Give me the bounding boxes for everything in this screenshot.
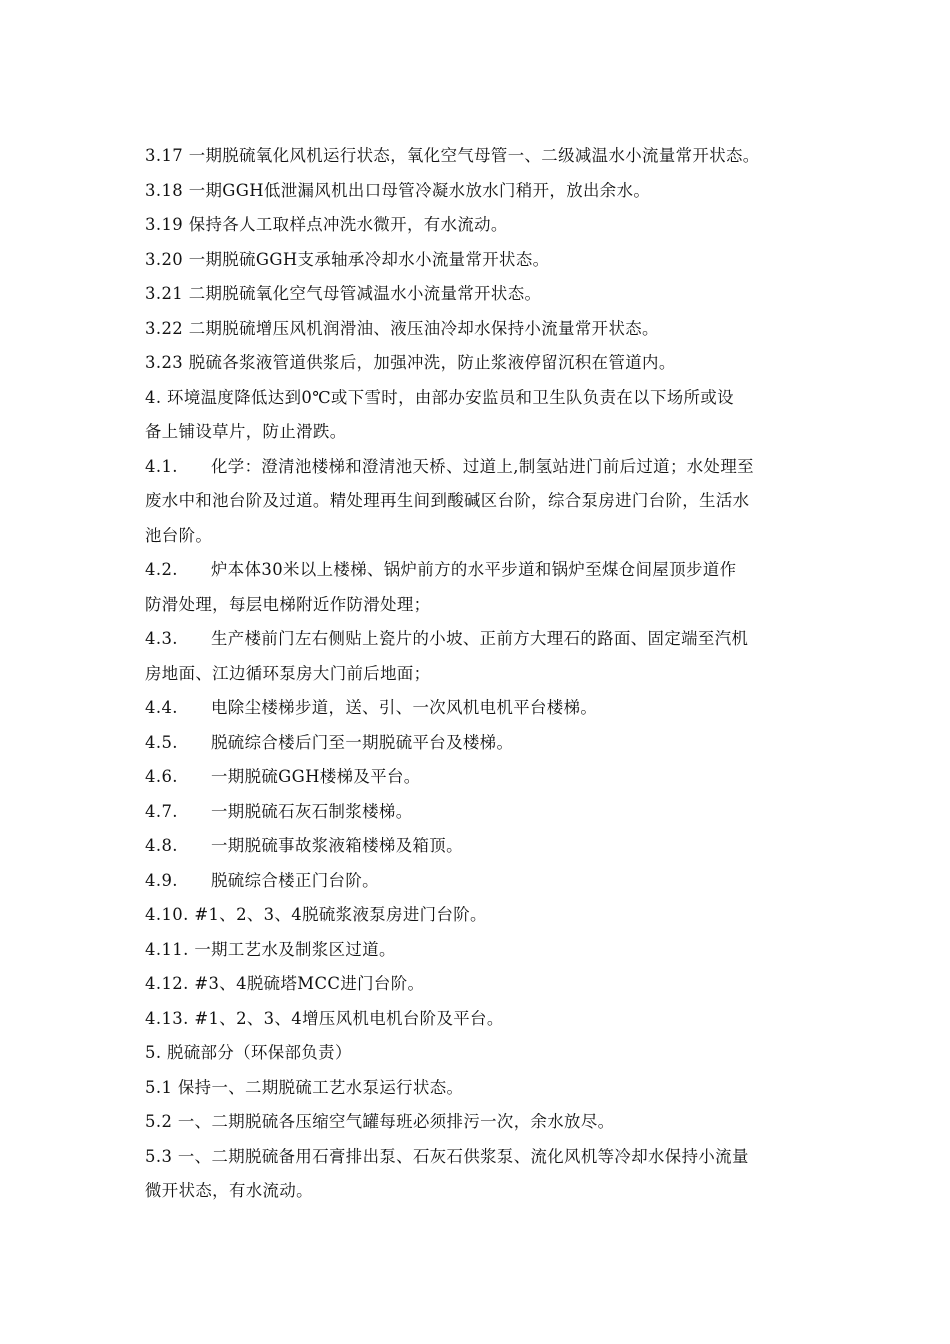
item-text: 电除尘楼梯步道，送、引、一次风机电机平台楼梯。 <box>211 698 598 717</box>
section-heading-5: 5. 脱硫部分（环保部负责） <box>145 1043 352 1062</box>
list-item-4-7 <box>145 795 827 830</box>
paragraph-line: 微开状态，有水流动。 <box>145 1181 313 1200</box>
item-number: 4.7. <box>145 801 178 821</box>
item-number: 4.1. <box>145 456 178 476</box>
list-item-5-3: 5.3 一、二期脱硫备用石膏排出泵、石灰石供浆泵、流化风机等冷却水保持小流量 <box>145 1146 749 1166</box>
item-text: 一期脱硫GGH楼梯及平台。 <box>211 767 421 786</box>
paragraph-line: 池台阶。 <box>145 525 213 545</box>
paragraph-line: 3.22 二期脱硫增压风机润滑油、液压油冷却水保持小流量常开状态。 <box>145 318 659 338</box>
item-number: 4.5. <box>145 732 178 752</box>
list-item-4-6 <box>145 760 827 795</box>
list-item-4-1 <box>145 450 827 485</box>
list-item-5-1: 5.1 保持一、二期脱硫工艺水泵运行状态。 <box>145 1077 464 1097</box>
list-item-4-11: 4.11. 一期工艺水及制浆区过道。 <box>145 939 396 959</box>
paragraph-line: 3.21 二期脱硫氧化空气母管减温水小流量常开状态。 <box>145 284 542 303</box>
item-text: 炉本体30米以上楼梯、锅炉前方的水平步道和锅炉至煤仓间屋顶步道作 <box>211 560 737 579</box>
list-item-4-2 <box>145 553 827 588</box>
paragraph-line: 3.17 一期脱硫氧化风机运行状态，氧化空气母管一、二级减温水小流量常开状态。 <box>145 146 760 165</box>
paragraph-line: 3.23 脱硫各浆液管道供浆后，加强冲洗，防止浆液停留沉积在管道内。 <box>145 353 676 372</box>
section-heading-4: 4. 环境温度降低达到0℃或下雪时，由部办安监员和卫生队负责在以下场所或设 <box>145 387 734 407</box>
item-number: 4.4. <box>145 698 178 717</box>
document-body <box>145 139 827 1209</box>
list-item-4-9 <box>145 864 827 899</box>
paragraph-line: 3.19 保持各人工取样点冲洗水微开，有水流动。 <box>145 215 508 234</box>
item-text: 脱硫综合楼正门台阶。 <box>211 870 379 890</box>
item-number: 4.2. <box>145 560 178 579</box>
item-text: 化学：澄清池楼梯和澄清池天桥、过道上,制氢站进门前后过道；水处理至 <box>211 456 754 476</box>
item-number: 4.6. <box>145 767 178 786</box>
paragraph-line: 3.20 一期脱硫GGH支承轴承冷却水小流量常开状态。 <box>145 249 550 269</box>
paragraph-line: 备上铺设草片，防止滑跌。 <box>145 422 347 441</box>
list-item-4-12: 4.12. #3、4脱硫塔MCC进门台阶。 <box>145 974 425 993</box>
list-item-4-3 <box>145 622 827 657</box>
paragraph-line: 房地面、江边循环泵房大门前后地面； <box>145 663 431 683</box>
paragraph-line: 防滑处理，每层电梯附近作防滑处理； <box>145 594 431 614</box>
list-item-4-8 <box>145 829 827 864</box>
item-text: 生产楼前门左右侧贴上瓷片的小坡、正前方大理石的路面、固定端至汽机 <box>211 629 749 648</box>
list-item-4-13: 4.13. #1、2、3、4增压风机电机台阶及平台。 <box>145 1008 504 1028</box>
item-number: 4.3. <box>145 629 178 648</box>
item-text: 一期脱硫事故浆液箱楼梯及箱顶。 <box>211 836 463 855</box>
list-item-5-2: 5.2 一、二期脱硫各压缩空气罐每班必须排污一次，余水放尽。 <box>145 1112 615 1131</box>
paragraph-line: 废水中和池台阶及过道。精处理再生间到酸碱区台阶，综合泵房进门台阶，生活水 <box>145 491 750 510</box>
list-item-4-5 <box>145 726 827 761</box>
list-item-4-4 <box>145 691 827 726</box>
list-item-4-10: 4.10. #1、2、3、4脱硫浆液泵房进门台阶。 <box>145 905 487 924</box>
item-text: 一期脱硫石灰石制浆楼梯。 <box>211 801 413 821</box>
item-number: 4.8. <box>145 836 178 855</box>
item-text: 脱硫综合楼后门至一期脱硫平台及楼梯。 <box>211 732 514 752</box>
paragraph-line: 3.18 一期GGH低泄漏风机出口母管冷凝水放水门稍开，放出余水。 <box>145 180 651 200</box>
item-number: 4.9. <box>145 870 178 890</box>
